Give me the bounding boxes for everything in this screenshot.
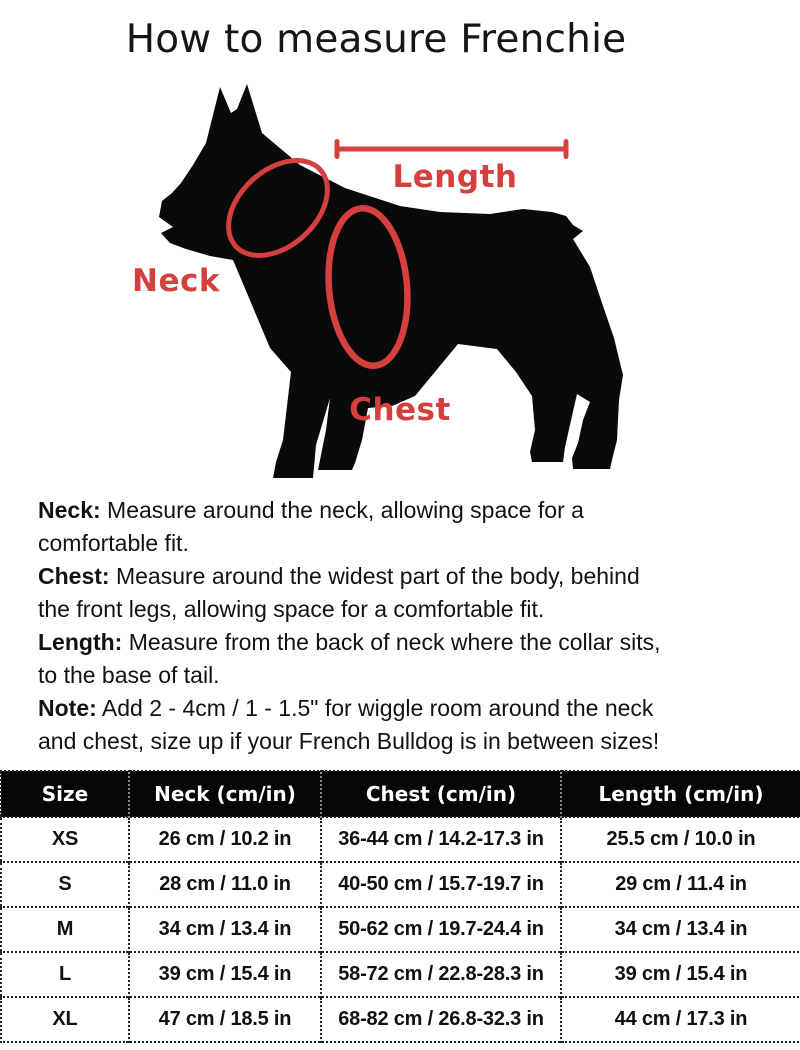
size-chart-header-row	[1, 771, 800, 817]
size-cell: S	[1, 862, 129, 907]
chest-cell: 40-50 cm / 15.7-19.7 in	[321, 862, 561, 907]
neck-cell: 47 cm / 18.5 in	[129, 997, 321, 1042]
col-header-chest: Chest (cm/in)	[321, 771, 561, 817]
length-cell: 44 cm / 17.3 in	[561, 997, 800, 1042]
instruction-term: Neck:	[38, 497, 101, 523]
size-cell: XL	[1, 997, 129, 1042]
length-cell: 25.5 cm / 10.0 in	[561, 817, 800, 862]
neck-cell: 26 cm / 10.2 in	[129, 817, 321, 862]
instruction-line: and chest, size up if your French Bulldog is in between sizes!	[38, 728, 660, 754]
size-chart-table	[0, 770, 800, 1043]
length-cell: 29 cm / 11.4 in	[561, 862, 800, 907]
size-cell: M	[1, 907, 129, 952]
chest-cell: 58-72 cm / 22.8-28.3 in	[321, 952, 561, 997]
instruction-term: Note:	[38, 695, 97, 721]
table-row-s	[1, 862, 800, 907]
neck-cell: 39 cm / 15.4 in	[129, 952, 321, 997]
frenchie-measurement-diagram	[0, 0, 800, 500]
instruction-line: Neck: Measure around the neck, allowing space for a	[38, 497, 584, 523]
length-cell: 39 cm / 15.4 in	[561, 952, 800, 997]
instruction-term: Chest:	[38, 563, 110, 589]
instruction-line: Chest: Measure around the widest part of the body, behind	[38, 563, 640, 589]
length-label: Length	[392, 159, 518, 195]
neck-cell: 34 cm / 13.4 in	[129, 907, 321, 952]
table-row-xs	[1, 817, 800, 862]
neck-cell: 28 cm / 11.0 in	[129, 862, 321, 907]
instruction-line: the front legs, allowing space for a comfortable fit.	[38, 596, 545, 622]
table-row-xl	[1, 997, 800, 1042]
size-cell: XS	[1, 817, 129, 862]
instruction-term: Length:	[38, 629, 123, 655]
col-header-length: Length (cm/in)	[561, 771, 800, 817]
instruction-line: Note: Add 2 - 4cm / 1 - 1.5" for wiggle room around the neck	[38, 695, 654, 721]
neck-label: Neck	[132, 263, 220, 299]
table-row-l	[1, 952, 800, 997]
size-cell: L	[1, 952, 129, 997]
chest-cell: 68-82 cm / 26.8-32.3 in	[321, 997, 561, 1042]
length-measure-line	[337, 142, 566, 157]
col-header-size: Size	[1, 771, 129, 817]
table-row-m	[1, 907, 800, 952]
instruction-line: Length: Measure from the back of neck where the collar sits,	[38, 629, 661, 655]
instruction-line: to the base of tail.	[38, 662, 220, 688]
page-title: How to measure Frenchie	[125, 17, 627, 62]
measuring-instructions	[38, 494, 783, 758]
chest-cell: 36-44 cm / 14.2-17.3 in	[321, 817, 561, 862]
chest-cell: 50-62 cm / 19.7-24.4 in	[321, 907, 561, 952]
length-cell: 34 cm / 13.4 in	[561, 907, 800, 952]
instruction-line: comfortable fit.	[38, 530, 189, 556]
chest-label: Chest	[349, 392, 451, 428]
col-header-neck: Neck (cm/in)	[129, 771, 321, 817]
